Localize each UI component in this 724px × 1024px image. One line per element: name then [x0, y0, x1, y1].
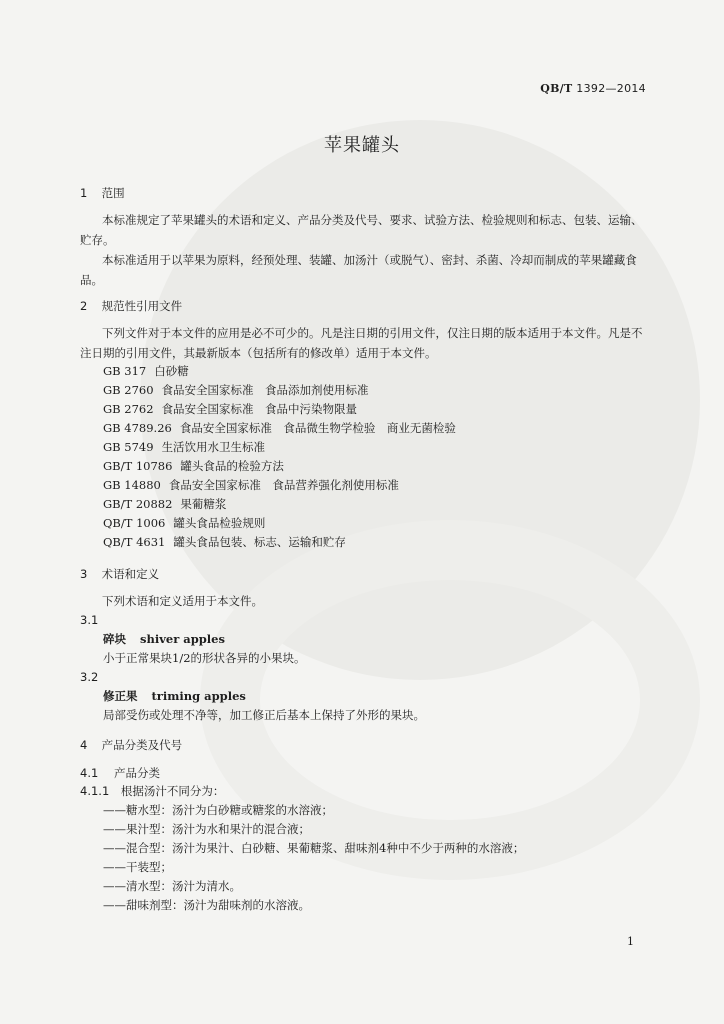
- reference-item: [103, 439, 265, 455]
- section-1-paragraph-1: 本标准规定了苹果罐头的术语和定义、产品分类及代号、要求、试验方法、检验规则和标志、包装、运输、贮存。: [80, 213, 643, 247]
- reference-code: GB 5749: [103, 440, 154, 454]
- section-title: 规范性引用文件: [101, 299, 183, 313]
- section-2-heading: [80, 298, 182, 314]
- reference-title: 生活饮用水卫生标准: [161, 440, 266, 454]
- reference-code: GB 317: [103, 364, 147, 378]
- term-en: triming apples: [151, 689, 246, 703]
- item-number: 4.1.1: [80, 784, 110, 798]
- standard-code-prefix: QB/T: [540, 82, 573, 95]
- section-1-paragraph-2: 本标准适用于以苹果为原料，经预处理、装罐、加汤汁（或脱气）、密封、杀菌、冷却而制成的苹果罐藏食品。: [80, 253, 637, 287]
- type-item: ——混合型：汤汁为果汁、白砂糖、果葡糖浆、甜味剂4种中不少于两种的水溶液；: [103, 841, 525, 855]
- reference-code: QB/T 1006: [103, 516, 166, 530]
- reference-code: QB/T 4631: [103, 535, 166, 549]
- reference-code: GB 14880: [103, 478, 161, 492]
- reference-title: 食品安全国家标准 食品微生物学检验 商业无菌检验: [179, 421, 456, 435]
- term-entry: [103, 631, 225, 647]
- section-3-paragraph: 下列术语和定义适用于本文件。: [102, 594, 263, 608]
- subsection-heading: [80, 765, 160, 781]
- reference-title: 罐头食品包装、标志、运输和贮存: [173, 535, 346, 549]
- section-number: 4: [80, 738, 88, 752]
- reference-item: [103, 420, 456, 436]
- page-number: 1: [627, 935, 634, 948]
- section-number: 1: [80, 186, 88, 200]
- term-entry: [103, 688, 246, 704]
- section-title: 产品分类及代号: [101, 738, 183, 752]
- type-item: ——糖水型：汤汁为白砂糖或糖浆的水溶液；: [103, 803, 333, 817]
- term-en: shiver apples: [140, 632, 225, 646]
- clause-number: 3.1: [80, 613, 99, 627]
- subsection-number: 4.1: [80, 766, 99, 780]
- reference-item: [103, 515, 265, 531]
- section-title: 范围: [101, 186, 125, 200]
- reference-title: 食品安全国家标准 食品添加剂使用标准: [161, 383, 369, 397]
- type-item: ——清水型：汤汁为清水。: [103, 879, 241, 893]
- item-heading: [80, 783, 224, 799]
- subsection-title: 产品分类: [113, 766, 160, 780]
- section-2-paragraph: 下列文件对于本文件的应用是必不可少的。凡是注日期的引用文件，仅注日期的版本适用于本文件。凡是不注日期的引用文件，其最新版本（包括所有的修改单）适用于本文件。: [80, 326, 643, 360]
- section-number: 2: [80, 299, 88, 313]
- reference-title: 果葡糖浆: [180, 497, 227, 511]
- section-4-heading: [80, 737, 182, 753]
- standard-code-number: 1392—2014: [576, 82, 646, 95]
- term-definition: 小于正常果块1/2的形状各异的小果块。: [103, 651, 306, 665]
- reference-title: 食品安全国家标准 食品营养强化剂使用标准: [168, 478, 399, 492]
- standard-code: [540, 82, 646, 95]
- reference-item: [103, 534, 346, 550]
- section-1-heading: [80, 185, 125, 201]
- reference-code: GB 2762: [103, 402, 154, 416]
- term-zh: 修正果: [103, 689, 138, 703]
- section-3-heading: [80, 566, 159, 582]
- clause-number: 3.2: [80, 670, 99, 684]
- type-item: ——果汁型：汤汁为水和果汁的混合液；: [103, 822, 310, 836]
- term-zh: 碎块: [103, 632, 126, 646]
- reference-item: [103, 458, 284, 474]
- type-item: ——干装型；: [103, 860, 172, 874]
- section-number: 3: [80, 567, 88, 581]
- type-item: ——甜味剂型：汤汁为甜味剂的水溶液。: [103, 898, 310, 912]
- reference-title: 食品安全国家标准 食品中污染物限量: [161, 402, 358, 416]
- reference-item: [103, 401, 357, 417]
- document-title: 苹果罐头: [324, 135, 400, 156]
- reference-item: [103, 363, 189, 379]
- reference-code: GB 2760: [103, 383, 154, 397]
- item-text: 根据汤汁不同分为：: [120, 784, 225, 798]
- section-title: 术语和定义: [101, 567, 160, 581]
- term-definition: 局部受伤或处理不净等，加工修正后基本上保持了外形的果块。: [103, 708, 425, 722]
- reference-title: 罐头食品的检验方法: [180, 459, 284, 473]
- reference-code: GB/T 10786: [103, 459, 173, 473]
- reference-title: 白砂糖: [154, 364, 189, 378]
- reference-item: [103, 382, 369, 398]
- reference-code: GB/T 20882: [103, 497, 173, 511]
- reference-item: [103, 477, 399, 493]
- reference-item: [103, 496, 226, 512]
- reference-title: 罐头食品检验规则: [173, 516, 266, 530]
- reference-code: GB 4789.26: [103, 421, 172, 435]
